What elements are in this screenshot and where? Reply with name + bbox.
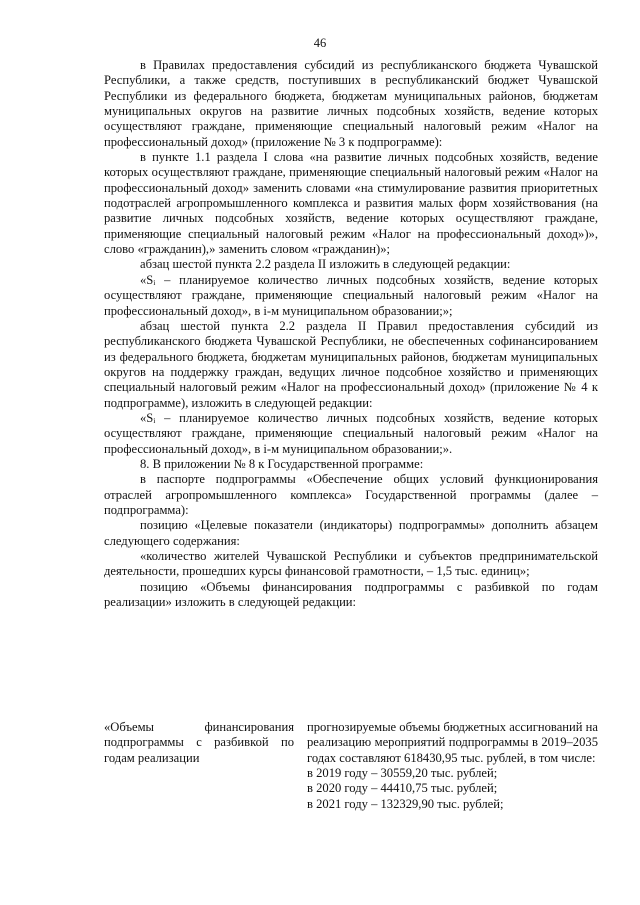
paragraph: в паспорте подпрограммы «Обеспечение общих условий функционирования отраслей агропромышленного комплекса» Государственной программы (далее – подпрограмма): [104,472,598,517]
financing-year-item: в 2021 году – 132329,90 тыс. рублей; [307,796,504,811]
paragraph: в пункте 1.1 раздела I слова «на развитие личных подсобных хозяйств, ведение которых осуществляют граждане, применяющие специальный налоговый режим «Налог на профессиональный доход» заменить словами «на стимулирование развития приоритетных подотраслей агропромышленного комплекса и развития малых форм хозяйствования (на развитие личных подсобных хозяйств, ведение которых осуществляют граждане, применяющие специальный налоговый режим «Налог на профессиональный доход»)», слово «гражданин),» заменить словом «гражданин)»; [104,150,598,257]
paragraph: абзац шестой пункта 2.2 раздела II Правил предоставления субсидий из республиканского бюджета Чувашской Республики, не обеспеченных софинансированием из федерального бюджета, бюджетам муниципальных районов, бюджетам муниципальных округов на поддержку граждан, ведущих личное подсобное хозяйство и применяющих специальный налоговый режим «Налог на профессиональный доход» (приложение № 4 к подпрограмме), изложить в следующей редакции: [104,318,598,410]
paragraph: 8. В приложении № 8 к Государственной программе: [140,456,424,471]
table-left-cell: «Объемы финансирования подпрограммы с разбивкой по годам реализации [104,720,294,765]
paragraph: абзац шестой пункта 2.2 раздела II изложить в следующей редакции: [140,257,511,272]
paragraph: «количество жителей Чувашской Республики и субъектов предпринимательской деятельности, прошедших курсы финансовой грамотности, – 1,5 тыс. единиц»; [104,549,598,579]
paragraph: в Правилах предоставления субсидий из республиканского бюджета Чувашской Республики, а также средств, поступивших в республиканский бюджет Чувашской Республики из федерального бюджета, бюджетам муниципальных районов, бюджетам муниципальных округов на развитие личных подсобных хозяйств, ведение которых осуществляют граждане, применяющие специальный налоговый режим «Налог на профессиональный доход» (приложение № 3 к подпрограмме): [104,58,598,149]
body-text [104,58,598,610]
paragraph: позицию «Целевые показатели (индикаторы) подпрограммы» дополнить абзацем следующего содержания: [104,518,598,548]
page-number: 46 [313,36,327,50]
financing-total: прогнозируемые объемы бюджетных ассигнований на реализацию мероприятий подпрограммы в 2019–2035 годах составляют 618430,95 тыс. рублей, в том числе: [307,720,598,765]
financing-year-item: в 2020 году – 44410,75 тыс. рублей; [307,781,498,796]
paragraph: «Sᵢ – планируемое количество личных подсобных хозяйств, ведение которых осуществляют граждане, применяющие специальный налоговый режим «Налог на профессиональный доход», в i-м муниципальном образовании;». [104,410,598,456]
paragraph: позицию «Объемы финансирования подпрограммы с разбивкой по годам реализации» изложить в следующей редакции: [104,579,598,610]
table-right-cell [307,720,598,812]
paragraph: «Sᵢ – планируемое количество личных подсобных хозяйств, ведение которых осуществляют граждане, применяющие специальный налоговый режим «Налог на профессиональный доход», в i-м муниципальном образовании;»; [104,272,598,318]
financing-year-item: в 2019 году – 30559,20 тыс. рублей; [307,766,498,781]
